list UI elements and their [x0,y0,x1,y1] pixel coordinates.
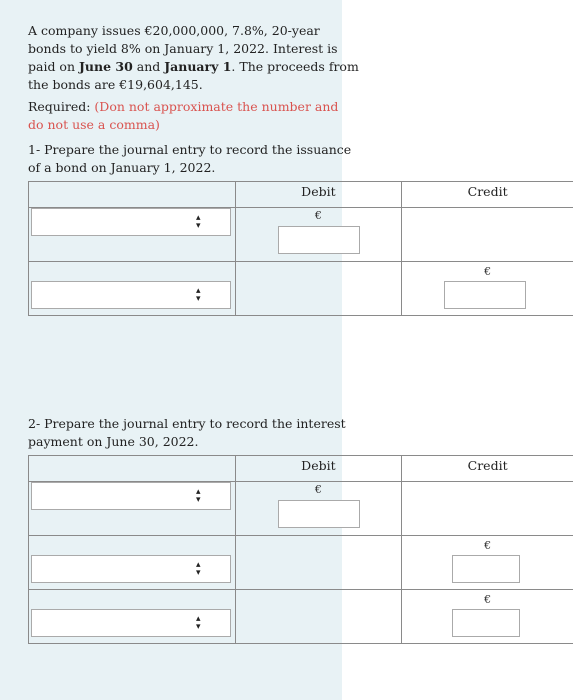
table-row [29,482,573,536]
euro-symbol: € [484,265,492,278]
problem-line-3-d: January 1 [164,59,232,74]
euro-symbol: € [314,483,322,496]
account-cell [29,208,236,262]
account-select[interactable] [31,609,231,637]
problem-line-3-e: . The proceeds from [231,59,359,74]
question-2-line-2: payment on June 30, 2022. [28,434,199,449]
question-1-line-2: of a bond on January 1, 2022. [28,160,216,175]
updown-arrows-icon: ▴ ▾ [196,487,201,505]
account-cell [29,590,236,644]
account-header-cell [29,182,236,208]
euro-symbol: € [484,593,492,606]
problem-line-2: bonds to yield 8% on January 1, 2022. Interest is [28,41,338,56]
required-line-1 [28,98,338,116]
table-row [29,536,573,590]
debit-header-cell [235,182,402,208]
journal-table-1 [28,181,573,316]
credit-cell [402,590,573,644]
problem-text [28,22,359,94]
account-header-cell [29,456,236,482]
credit-header-cell [402,182,573,208]
account-select[interactable] [31,555,231,583]
euro-symbol: € [484,539,492,552]
table-row [29,590,573,644]
debit-header: Debit [301,458,336,473]
account-cell [29,536,236,590]
problem-line-3 [28,58,359,76]
table-row [29,208,573,262]
question-2-text [28,415,346,451]
question-1-text [28,141,351,177]
account-select[interactable] [31,208,231,236]
debit-cell [235,590,402,644]
credit-cell [402,482,573,536]
debit-cell [235,208,402,262]
updown-arrows-icon: ▴ ▾ [196,286,201,304]
problem-line-3-c: and [132,59,165,74]
problem-line-4: the bonds are €19,604,145. [28,77,203,92]
debit-cell [235,536,402,590]
credit-amount-input[interactable] [444,281,526,309]
updown-arrows-icon: ▴ ▾ [196,614,201,632]
question-2-line-1: 2- Prepare the journal entry to record the interest [28,416,346,431]
credit-amount-input[interactable] [452,609,520,637]
required-text [28,98,338,134]
table-row [29,262,573,316]
debit-header: Debit [301,184,336,199]
updown-arrows-icon: ▴ ▾ [196,213,201,231]
debit-header-cell [235,456,402,482]
required-note-1: (Don not approximate the number and [94,99,339,114]
table-header-row [29,182,573,208]
problem-line-1: A company issues €20,000,000, 7.8%, 20-year [28,23,320,38]
credit-header: Credit [467,458,508,473]
credit-cell [402,262,573,316]
euro-symbol: € [314,209,322,222]
updown-arrows-icon: ▴ ▾ [196,560,201,578]
credit-header: Credit [467,184,508,199]
credit-header-cell [402,456,573,482]
journal-table-2 [28,455,573,644]
account-select[interactable] [31,281,231,309]
credit-cell [402,536,573,590]
account-cell [29,262,236,316]
debit-cell [235,482,402,536]
debit-amount-input[interactable] [278,226,360,254]
table-header-row [29,456,573,482]
required-note-2: do not use a comma) [28,117,160,132]
debit-amount-input[interactable] [278,500,360,528]
credit-amount-input[interactable] [452,555,520,583]
credit-cell [402,208,573,262]
debit-cell [235,262,402,316]
problem-line-3-b: June 30 [78,59,133,74]
required-label: Required: [28,99,95,114]
question-1-line-1: 1- Prepare the journal entry to record the issuance [28,142,352,157]
account-cell [29,482,236,536]
problem-line-3-a: paid on [28,59,79,74]
account-select[interactable] [31,482,231,510]
